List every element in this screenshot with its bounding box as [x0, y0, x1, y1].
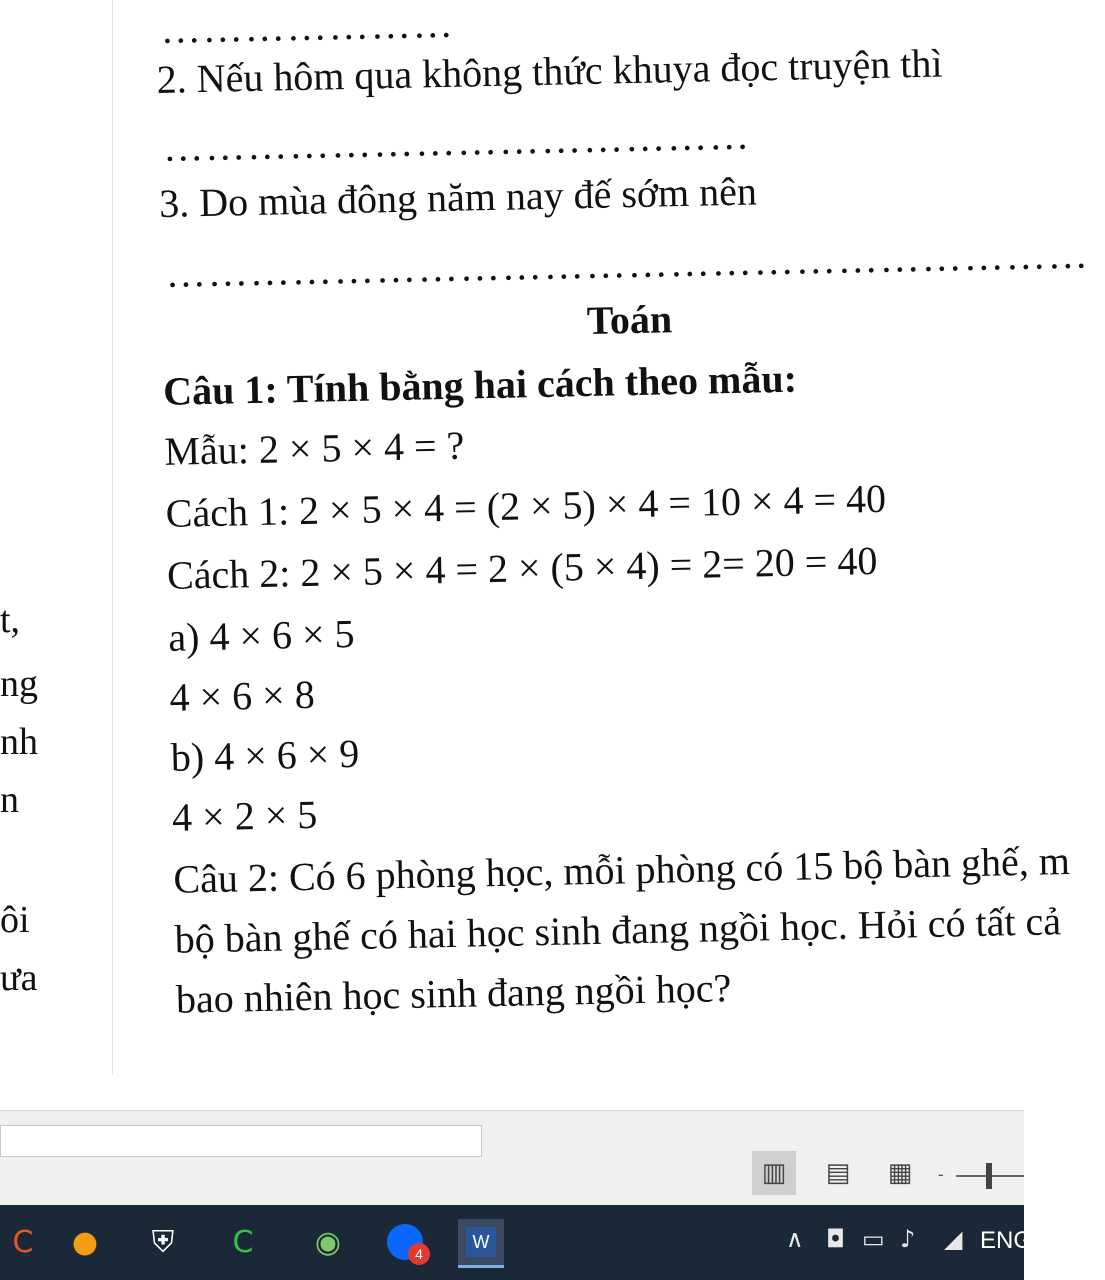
cau2-line-1: Câu 2: Có 6 phòng học, mỗi phòng có 15 bộ bàn ghế, m — [172, 838, 1071, 902]
status-bar — [0, 1110, 1024, 1206]
left-page-text: ưa — [0, 957, 38, 999]
method-2: Cách 2: 2 × 5 × 4 = 2 × (5 × 4) = 2= 20 = 40 — [166, 538, 878, 598]
method-1: Cách 1: 2 × 5 × 4 = (2 × 5) × 4 = 10 × 4 = 40 — [165, 475, 887, 536]
word-icon[interactable]: W — [458, 1219, 504, 1268]
cau2-line-3: bao nhiên học sinh đang ngồi học? — [175, 965, 732, 1022]
zoom-out-button[interactable]: - — [938, 1165, 944, 1184]
left-page-text: ng — [0, 663, 38, 705]
question-3: 3. Do mùa đông năm nay đế sớm nên — [158, 168, 758, 226]
print-layout-icon[interactable]: ▤ — [825, 1158, 851, 1188]
cau1-title: Câu 1: Tính bằng hai cách theo mẫu: — [162, 355, 798, 414]
exercise-a1: a) 4 × 6 × 5 — [167, 610, 355, 660]
left-page-text: nh — [0, 721, 38, 763]
left-page-text: t, — [0, 599, 21, 641]
left-page-text: ôi — [0, 899, 30, 941]
example-line: Mẫu: 2 × 5 × 4 = ? — [163, 422, 465, 474]
zoom-thumb[interactable] — [986, 1163, 992, 1189]
left-page-text: n — [0, 779, 19, 821]
answer-dots: …………………………………… — [162, 112, 752, 170]
chrome-icon[interactable]: ◉ — [314, 1224, 342, 1260]
answer-dots: ………………… — [160, 0, 456, 52]
cau2-line-2: bộ bàn ghế có hai học sinh đang ngồi học. Hỏi có tất cả — [174, 898, 1062, 962]
zoom-slider[interactable] — [938, 1165, 1024, 1184]
taskbar — [0, 1205, 1033, 1280]
answer-dots: ………………………………………………………… — [165, 231, 1090, 296]
meet-now-icon[interactable]: ◘ — [826, 1225, 845, 1253]
horizontal-scrollbar[interactable] — [0, 1125, 482, 1157]
exercise-a2: 4 × 6 × 8 — [169, 671, 316, 720]
read-mode-icon[interactable]: ▥ — [752, 1151, 796, 1195]
security-shield-icon[interactable]: ⛨ — [151, 1224, 175, 1260]
fl-studio-icon[interactable]: ● — [71, 1224, 99, 1260]
wifi-icon[interactable]: ◢ — [944, 1225, 963, 1253]
exercise-b2: 4 × 2 × 5 — [171, 791, 318, 840]
ccleaner-icon[interactable]: C — [12, 1224, 34, 1260]
volume-icon[interactable]: ♪ — [900, 1225, 916, 1253]
show-hidden-icons-icon[interactable]: ∧ — [786, 1225, 804, 1253]
camtasia-icon[interactable]: C — [232, 1224, 254, 1260]
exercise-b1: b) 4 × 6 × 9 — [170, 730, 360, 780]
battery-icon[interactable]: ▭ — [862, 1225, 885, 1253]
zalo-icon[interactable] — [382, 1219, 428, 1265]
zalo-badge: 4 — [408, 1243, 430, 1265]
section-heading: Toán — [586, 296, 673, 344]
page-divider — [112, 0, 113, 1075]
web-layout-icon[interactable]: ▦ — [887, 1158, 913, 1188]
input-language-indicator[interactable]: ENG — [980, 1227, 1033, 1254]
question-2: 2. Nếu hôm qua không thức khuya đọc truyện thì — [156, 40, 943, 102]
